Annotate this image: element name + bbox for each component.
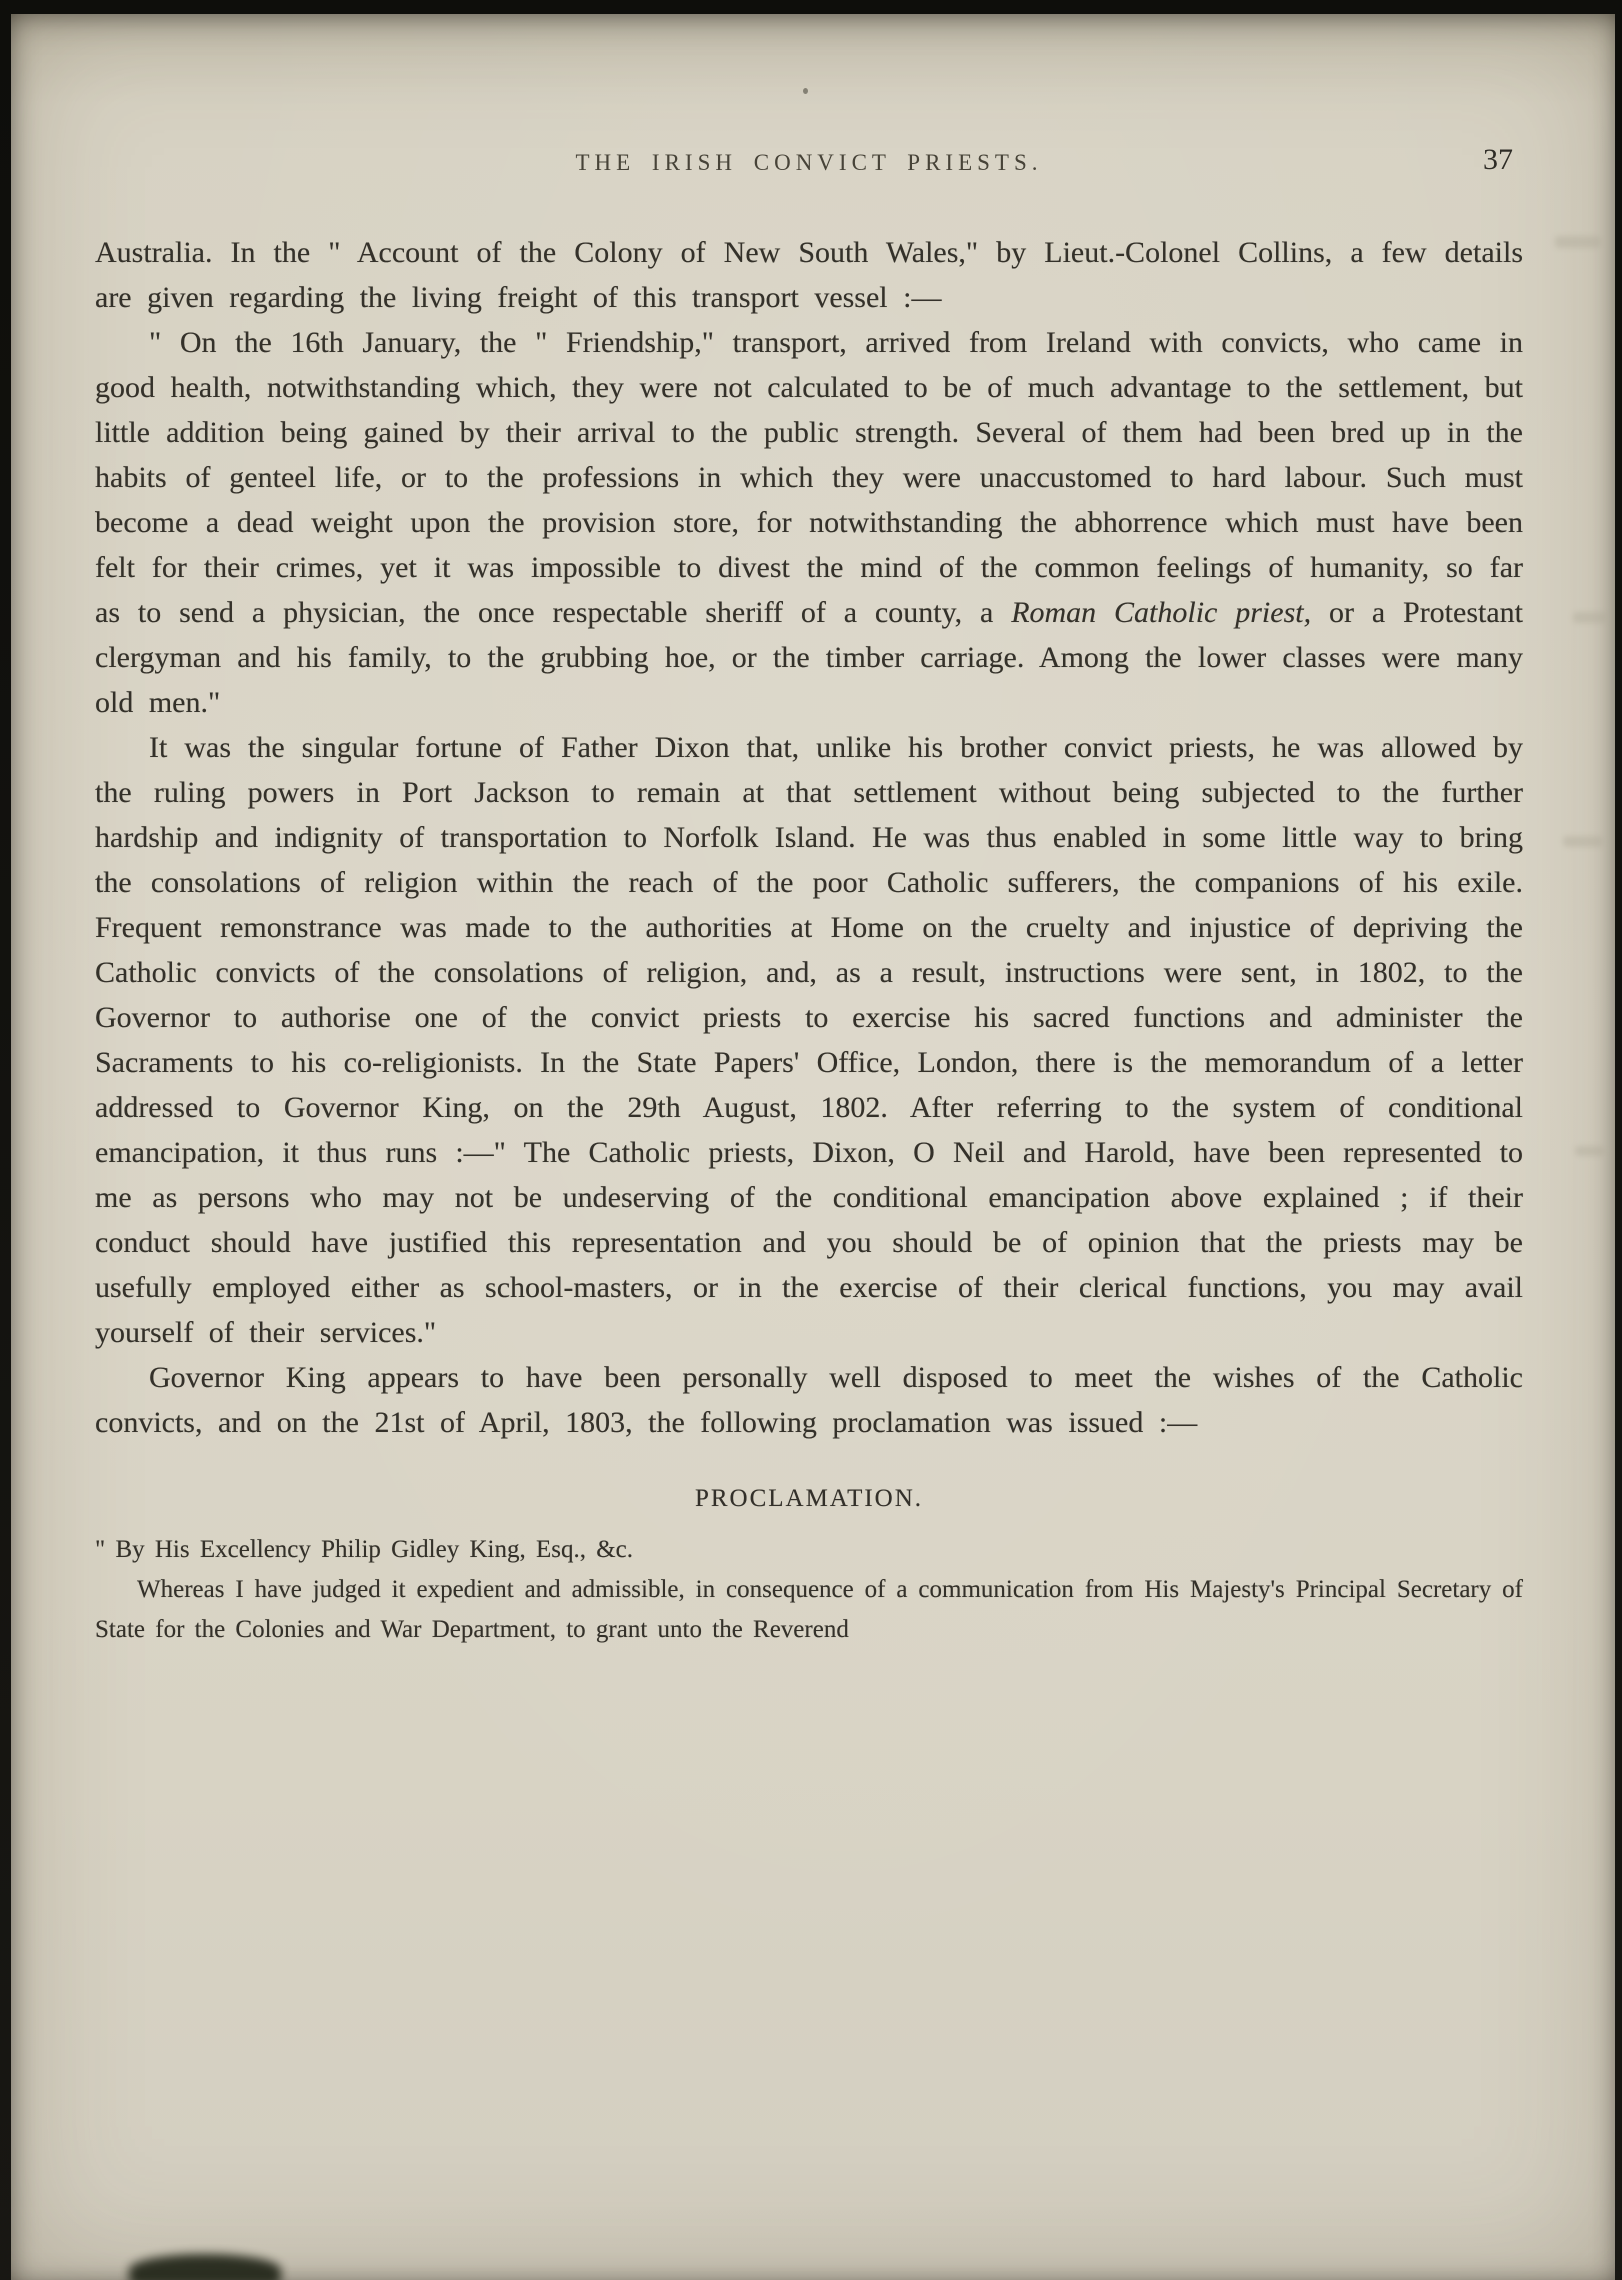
quotation-text-start: " On the 16th January, the " Friendship," transport, arrived from Ireland with convicts, who came in good health, notwithstanding which, they were not calculated to be of much advantage to the settlement, but little addition being gained by their arrival to the public strength. Several of them had been bred up in the habits of genteel life, or to the professions in which they were unaccustomed to hard labour. Such must become a dead weight upon the provision store, for notwithstanding the abhorrence which must have been felt for their crimes, yet it was impossible to divest the mind of the common feelings of humanity, so far as to send a physician, the once respectable sheriff of a county, a — [95, 326, 1523, 629]
quotation-text-end: or a Protestant clergyman and his family, to the grubbing hoe, or the timber carriage. Among the lower classes were many old men." — [95, 596, 1523, 719]
paragraph-quotation — [95, 320, 1523, 725]
show-through-artifact — [1555, 236, 1601, 248]
show-through-artifact — [1563, 836, 1603, 847]
ink-blot-artifact — [129, 2254, 281, 2280]
proclamation-byline: " By His Excellency Philip Gidley King, Esq., &c. — [95, 1536, 633, 1563]
paragraph-continuation: Australia. In the " Account of the Colony of New South Wales," by Lieut.-Colonel Collins, a few details are given regarding the living freight of this transport vessel :— — [95, 236, 1523, 314]
proclamation-text — [95, 1530, 1523, 1650]
body-text — [95, 230, 1523, 1445]
paper-sheet — [11, 14, 1615, 2280]
running-header — [95, 143, 1523, 176]
page-content — [95, 14, 1523, 1650]
italic-phrase: Roman Catholic priest, — [1011, 596, 1312, 629]
running-header-title: THE IRISH CONVICT PRIESTS. — [575, 150, 1043, 175]
paragraph-father-dixon: It was the singular fortune of Father Dixon that, unlike his brother convict priests, he was allowed by the ruling powers in Port Jackson to remain at that settlement without being subjected to the further hardship and indignity of transportation to Norfolk Island. He was thus enabled in some little way to bring the consolations of religion within the reach of the poor Catholic sufferers, the companions of his exile. Frequent remonstrance was made to the authorities at Home on the cruelty and injustice of depriving the Catholic convicts of the consolations of religion, and, as a result, instructions were sent, in 1802, to the Governor to authorise one of the convict priests to exercise his sacred functions and administer the Sacraments to his co-religionists. In the State Papers' Office, London, there is the memorandum of a letter addressed to Governor King, on the 29th August, 1802. After referring to the system of conditional emancipation, it thus runs :—" The Catholic priests, Dixon, O Neil and Harold, have been represented to me as persons who may not be undeserving of the conditional emancipation above explained ; if their conduct should have justified this representation and you should be of opinion that the priests may be usefully employed either as school-masters, or in the exercise of their clerical functions, you may avail yourself of their services." — [95, 731, 1523, 1349]
paragraph-governor-king: Governor King appears to have been personally well disposed to meet the wishes of the Catholic convicts, and on the 21st of April, 1803, the following proclamation was issued :— — [95, 1361, 1523, 1439]
proclamation-body: Whereas I have judged it expedient and admissible, in consequence of a communication from His Majesty's Principal Secretary of State for the Colonies and War Department, to grant unto the Reverend — [95, 1576, 1523, 1643]
proclamation-heading: PROCLAMATION. — [694, 1485, 924, 1512]
page-number: 37 — [1483, 143, 1513, 176]
show-through-artifact — [1573, 612, 1607, 623]
show-through-artifact — [1575, 1146, 1605, 1156]
